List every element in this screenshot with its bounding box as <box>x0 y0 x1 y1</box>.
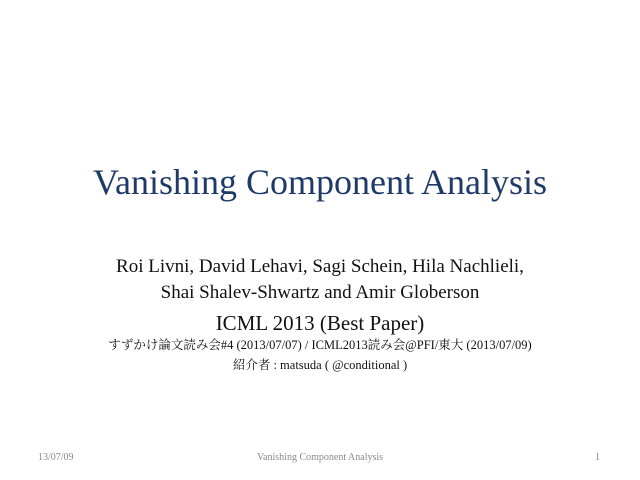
authors-line-1: Roi Livni, David Lehavi, Sagi Schein, Hila Nachlieli, <box>116 256 524 277</box>
footer-page-number: 1 <box>595 452 600 463</box>
footer-date: 13/07/09 <box>38 452 74 463</box>
slide-title: Vanishing Component Analysis <box>92 162 547 202</box>
authors <box>0 254 640 306</box>
footer-title: Vanishing Component Analysis <box>256 452 384 463</box>
reading-group-info: すずかけ論文読み会#4 (2013/07/07) / ICML2013読み会@PFI/東大 (2013/07/09) <box>108 338 532 352</box>
venue: ICML 2013 (Best Paper) <box>215 311 425 335</box>
presenter: 紹介者 : matsuda ( @conditional ) <box>232 358 408 372</box>
authors-line-2: Shai Shalev-Shwartz and Amir Globerson <box>160 282 480 303</box>
